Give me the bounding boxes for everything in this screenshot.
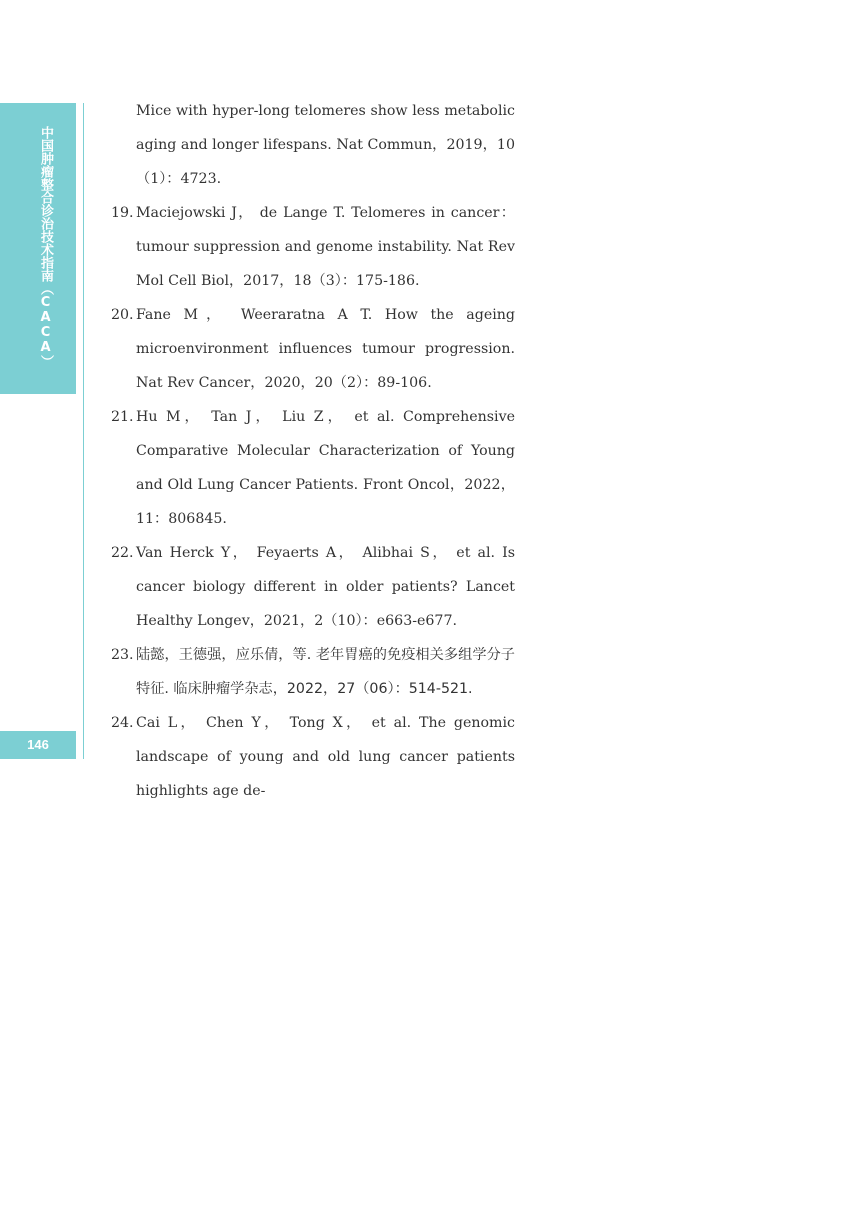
reference-list <box>111 94 515 808</box>
reference-item <box>111 706 515 808</box>
reference-number: 22. <box>111 545 134 561</box>
reference-number: 21. <box>111 409 134 425</box>
reference-number: 20. <box>111 307 134 323</box>
reference-text: Mice with hyper-long telomeres show less metabolic aging and longer lifespans. Nat Commun，2019，10（1）：4723. <box>136 103 515 187</box>
reference-item <box>111 94 515 196</box>
page-number: 146 <box>27 737 49 752</box>
reference-item <box>111 400 515 536</box>
reference-text: 陆懿，王德强，应乐倩，等. 老年胃癌的免疫相关多组学分子特征. 临床肿瘤学杂志，2022，27（06）：514-521. <box>136 647 515 697</box>
reference-item <box>111 196 515 298</box>
running-title: 中国肿瘤整合诊治技术指南（CACA） <box>38 126 53 368</box>
reference-text: Hu M， Tan J， Liu Z， et al. Comprehensive Comparative Molecular Characterization of Young and Old Lung Cancer Patients. Front Oncol，2022，11：806845. <box>136 409 515 527</box>
reference-text: Maciejowski J， de Lange T. Telomeres in cancer：tumour suppression and genome instability. Nat Rev Mol Cell Biol，2017，18（3）：175-186. <box>136 205 515 289</box>
margin-rule <box>83 103 84 759</box>
reference-number: 23. <box>111 647 134 663</box>
reference-text: Van Herck Y， Feyaerts A， Alibhai S， et al. Is cancer biology different in older patients? Lancet Healthy Longev，2021，2（10）：e663-e677. <box>136 545 515 629</box>
reference-item <box>111 536 515 638</box>
reference-text: Fane M， Weeraratna A T. How the ageing microenvironment influences tumour progression. Nat Rev Cancer，2020，20（2）：89-106. <box>136 307 515 391</box>
reference-text: Cai L， Chen Y， Tong X， et al. The genomic landscape of young and old lung cancer patients highlights age de- <box>136 715 515 799</box>
reference-item <box>111 298 515 400</box>
reference-number: 24. <box>111 715 134 731</box>
reference-number: 19. <box>111 205 134 221</box>
reference-item <box>111 638 515 706</box>
